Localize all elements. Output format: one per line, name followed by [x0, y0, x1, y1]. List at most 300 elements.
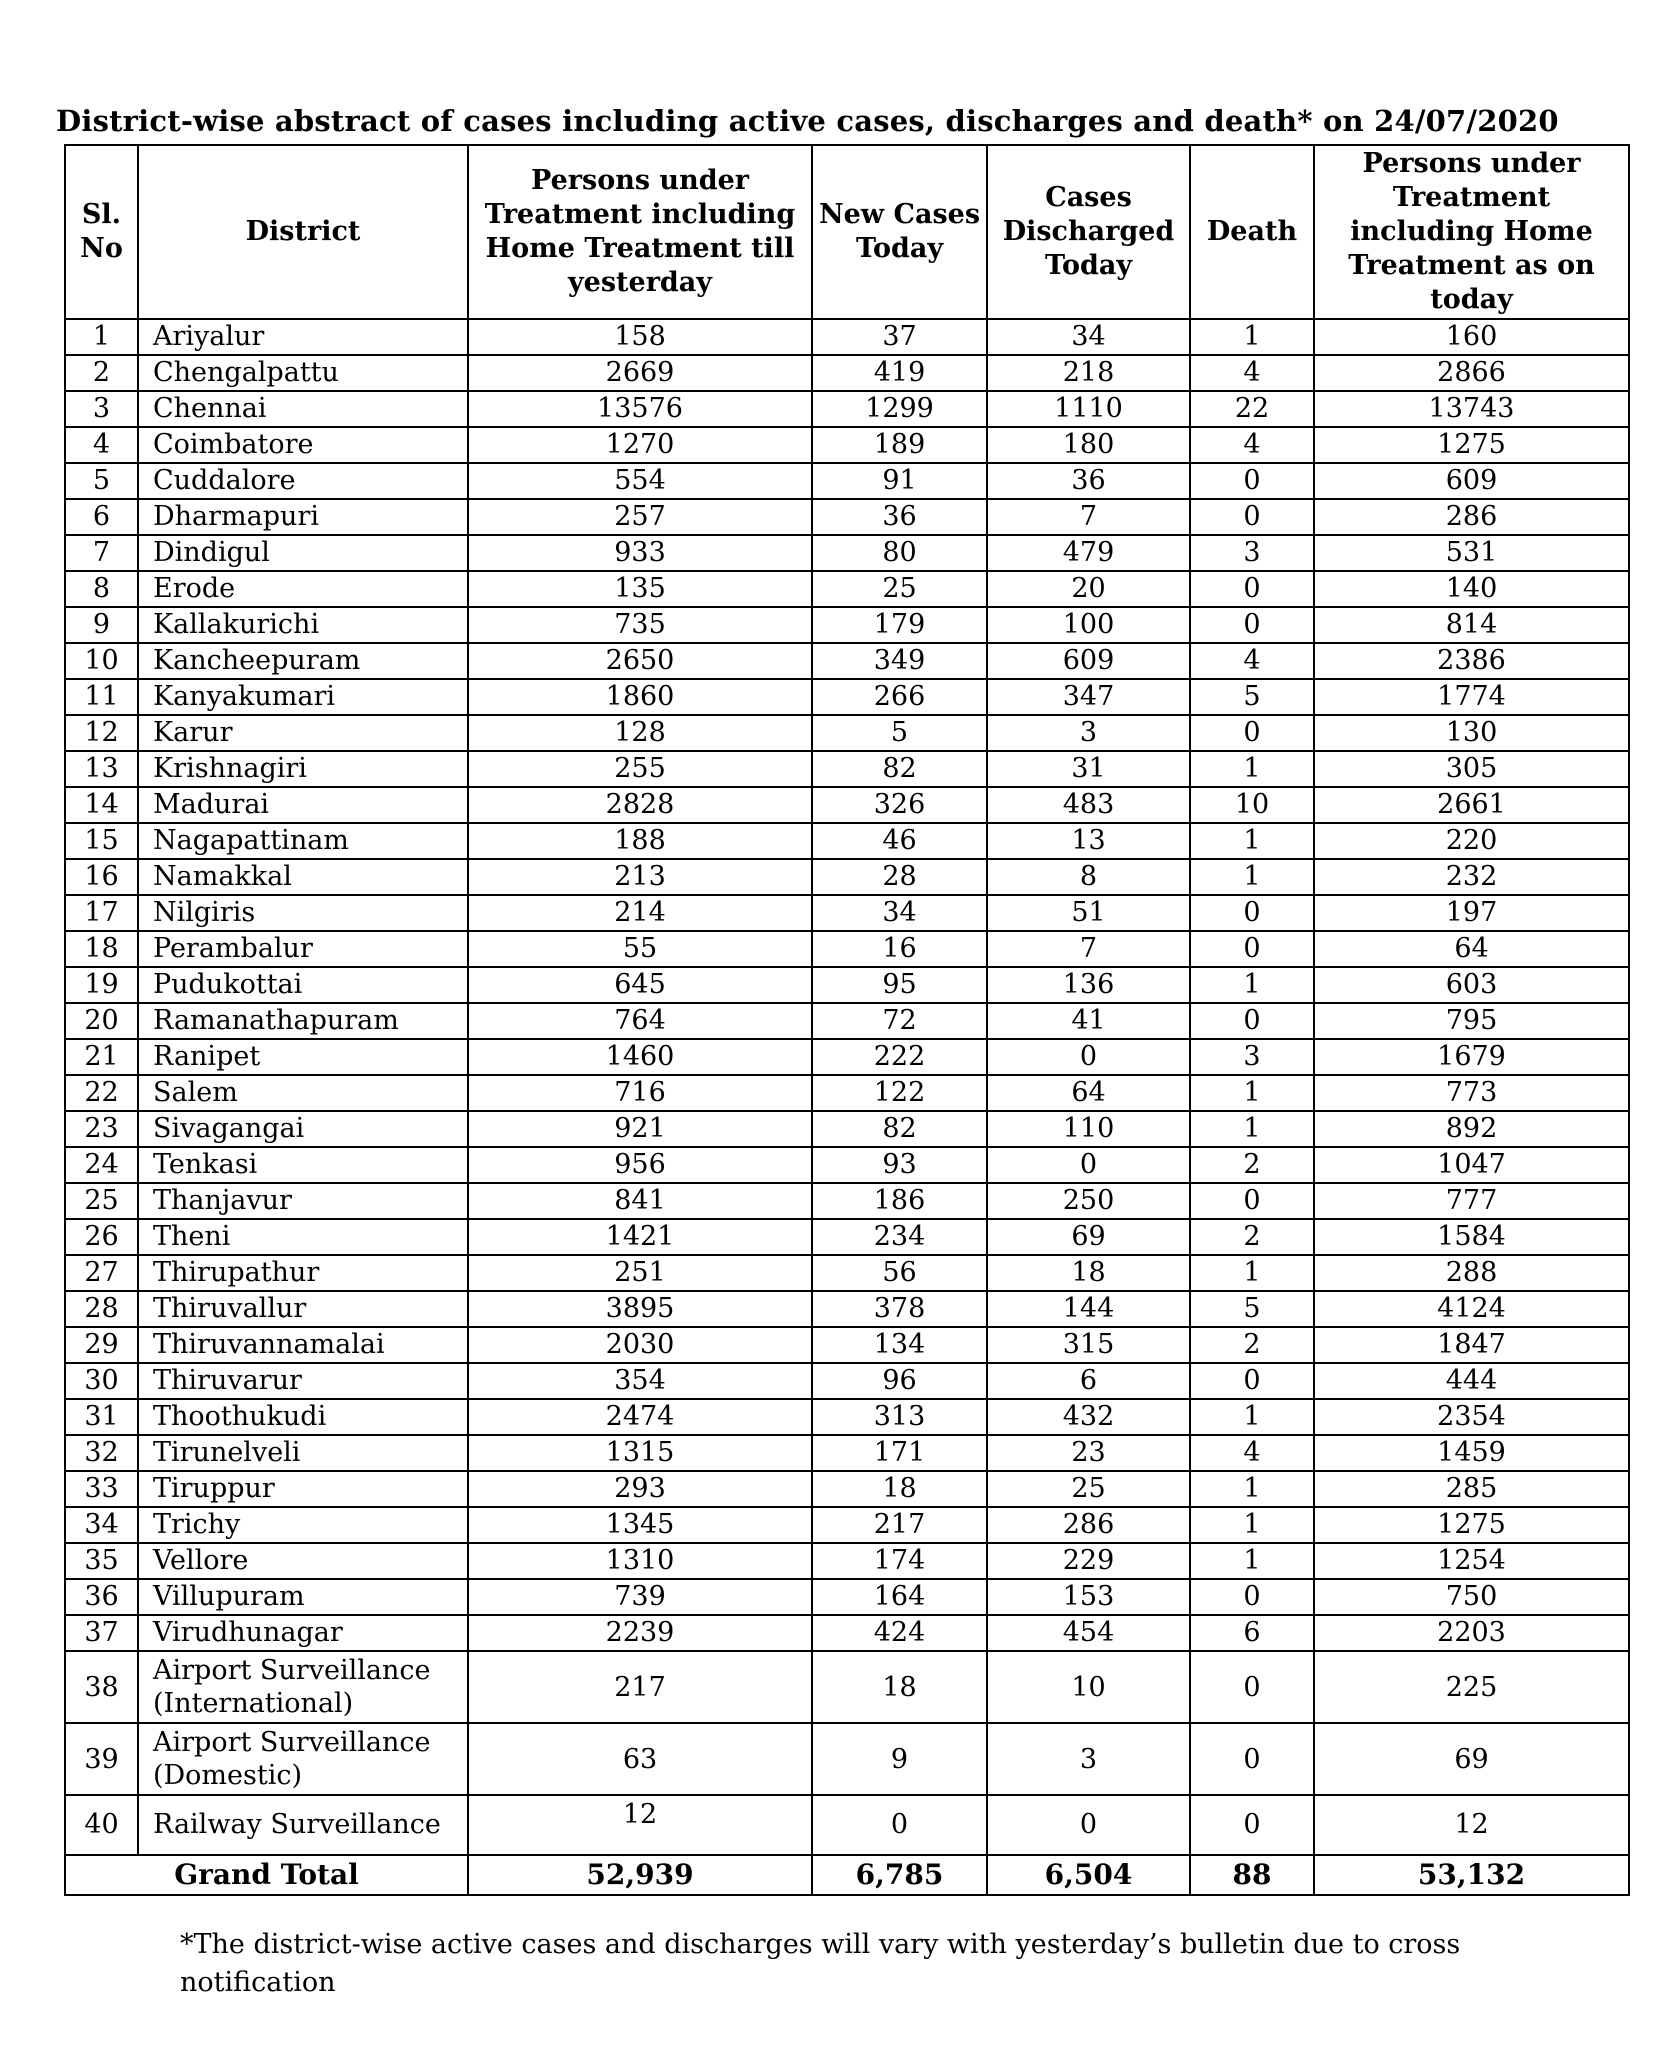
cell-under-treatment-yesterday: 1315: [468, 1435, 812, 1471]
cell-sl-no: 29: [65, 1327, 138, 1363]
cell-death: 1: [1190, 1507, 1314, 1543]
cell-new-cases: 82: [812, 751, 987, 787]
cell-under-treatment-today: 2203: [1314, 1615, 1629, 1651]
cell-district: Thirupathur: [138, 1255, 468, 1291]
cell-new-cases: 16: [812, 931, 987, 967]
cell-under-treatment-yesterday: 645: [468, 967, 812, 1003]
cell-under-treatment-today: 814: [1314, 607, 1629, 643]
cell-new-cases: 222: [812, 1039, 987, 1075]
cell-sl-no: 15: [65, 823, 138, 859]
cell-sl-no: 40: [65, 1795, 138, 1855]
cell-discharged: 3: [987, 1723, 1190, 1795]
cell-under-treatment-today: 285: [1314, 1471, 1629, 1507]
cell-under-treatment-yesterday: 2030: [468, 1327, 812, 1363]
cell-under-treatment-today: 2386: [1314, 643, 1629, 679]
cell-discharged: 34: [987, 319, 1190, 355]
cell-death: 0: [1190, 895, 1314, 931]
cell-under-treatment-yesterday: 255: [468, 751, 812, 787]
cell-under-treatment-yesterday: 3895: [468, 1291, 812, 1327]
table-row: [65, 1291, 1629, 1327]
cell-under-treatment-today: 197: [1314, 895, 1629, 931]
cell-sl-no: 26: [65, 1219, 138, 1255]
cell-new-cases: 134: [812, 1327, 987, 1363]
table-row: [65, 1435, 1629, 1471]
table-row: [65, 463, 1629, 499]
cell-death: 4: [1190, 355, 1314, 391]
cell-under-treatment-today: 64: [1314, 931, 1629, 967]
table-row: [65, 787, 1629, 823]
cell-sl-no: 19: [65, 967, 138, 1003]
table-row: [65, 1363, 1629, 1399]
cell-district: Erode: [138, 571, 468, 607]
cell-sl-no: 39: [65, 1723, 138, 1795]
cell-new-cases: 266: [812, 679, 987, 715]
cell-discharged: 479: [987, 535, 1190, 571]
cell-sl-no: 13: [65, 751, 138, 787]
cell-under-treatment-today: 1275: [1314, 1507, 1629, 1543]
cell-under-treatment-yesterday: 213: [468, 859, 812, 895]
cell-district: Villupuram: [138, 1579, 468, 1615]
table-row: [65, 355, 1629, 391]
cell-under-treatment-yesterday: 135: [468, 571, 812, 607]
grand-total-death: 88: [1190, 1855, 1314, 1895]
grand-total-new: 6,785: [812, 1855, 987, 1895]
cell-district: Karur: [138, 715, 468, 751]
cell-under-treatment-yesterday: 217: [468, 1651, 812, 1723]
cell-under-treatment-today: 140: [1314, 571, 1629, 607]
cell-new-cases: 18: [812, 1651, 987, 1723]
cell-sl-no: 28: [65, 1291, 138, 1327]
cell-under-treatment-yesterday: 1421: [468, 1219, 812, 1255]
cell-under-treatment-yesterday: 1345: [468, 1507, 812, 1543]
cell-district: Cuddalore: [138, 463, 468, 499]
table-row: [65, 643, 1629, 679]
cell-death: 22: [1190, 391, 1314, 427]
cell-district: Tenkasi: [138, 1147, 468, 1183]
table-row: [65, 823, 1629, 859]
cell-death: 6: [1190, 1615, 1314, 1651]
cell-new-cases: 93: [812, 1147, 987, 1183]
table-row: [65, 607, 1629, 643]
cell-sl-no: 22: [65, 1075, 138, 1111]
cell-district: Dindigul: [138, 535, 468, 571]
cell-district: Perambalur: [138, 931, 468, 967]
table-row: [65, 715, 1629, 751]
cell-discharged: 0: [987, 1147, 1190, 1183]
cell-discharged: 13: [987, 823, 1190, 859]
cell-discharged: 483: [987, 787, 1190, 823]
cell-sl-no: 24: [65, 1147, 138, 1183]
cell-under-treatment-today: 13743: [1314, 391, 1629, 427]
cell-district: Kallakurichi: [138, 607, 468, 643]
cell-sl-no: 31: [65, 1399, 138, 1435]
cell-new-cases: 82: [812, 1111, 987, 1147]
cell-district: Thiruvarur: [138, 1363, 468, 1399]
cell-sl-no: 38: [65, 1651, 138, 1723]
cell-district: Airport Surveillance (Domestic): [138, 1723, 468, 1795]
cell-under-treatment-today: 232: [1314, 859, 1629, 895]
cell-death: 1: [1190, 967, 1314, 1003]
cell-under-treatment-today: 603: [1314, 967, 1629, 1003]
cell-district: Thanjavur: [138, 1183, 468, 1219]
header-district: District: [138, 145, 468, 319]
cell-under-treatment-today: 1584: [1314, 1219, 1629, 1255]
cell-death: 0: [1190, 1651, 1314, 1723]
cell-district: Ramanathapuram: [138, 1003, 468, 1039]
grand-total-discharged: 6,504: [987, 1855, 1190, 1895]
table-row: [65, 1039, 1629, 1075]
cell-new-cases: 28: [812, 859, 987, 895]
cell-new-cases: 56: [812, 1255, 987, 1291]
cell-under-treatment-today: 220: [1314, 823, 1629, 859]
cell-district: Virudhunagar: [138, 1615, 468, 1651]
cell-discharged: 23: [987, 1435, 1190, 1471]
cell-district: Tiruppur: [138, 1471, 468, 1507]
cell-new-cases: 80: [812, 535, 987, 571]
cell-district: Chennai: [138, 391, 468, 427]
table-row: [65, 319, 1629, 355]
document-title: District-wise abstract of cases including active cases, discharges and death* on 24/07/2020: [56, 104, 1559, 138]
cell-sl-no: 30: [65, 1363, 138, 1399]
cell-discharged: 8: [987, 859, 1190, 895]
cell-discharged: 0: [987, 1795, 1190, 1855]
cell-new-cases: 186: [812, 1183, 987, 1219]
table-row: [65, 859, 1629, 895]
cell-sl-no: 33: [65, 1471, 138, 1507]
cell-discharged: 51: [987, 895, 1190, 931]
cell-discharged: 64: [987, 1075, 1190, 1111]
cell-under-treatment-yesterday: 2828: [468, 787, 812, 823]
cell-under-treatment-yesterday: 293: [468, 1471, 812, 1507]
cell-death: 1: [1190, 1255, 1314, 1291]
cell-discharged: 110: [987, 1111, 1190, 1147]
cell-under-treatment-yesterday: 921: [468, 1111, 812, 1147]
cell-sl-no: 1: [65, 319, 138, 355]
footnote: *The district-wise active cases and discharges will vary with yesterday’s bulletin due to cross notification: [180, 1929, 1461, 1998]
cell-death: 2: [1190, 1147, 1314, 1183]
grand-total-today: 53,132: [1314, 1855, 1629, 1895]
cell-district: Vellore: [138, 1543, 468, 1579]
cell-sl-no: 5: [65, 463, 138, 499]
cell-under-treatment-yesterday: 214: [468, 895, 812, 931]
cell-death: 0: [1190, 1579, 1314, 1615]
cell-discharged: 609: [987, 643, 1190, 679]
cell-sl-no: 8: [65, 571, 138, 607]
cell-discharged: 7: [987, 931, 1190, 967]
cell-under-treatment-yesterday: 2474: [468, 1399, 812, 1435]
cell-district: Nilgiris: [138, 895, 468, 931]
cell-discharged: 432: [987, 1399, 1190, 1435]
table-row: [65, 1543, 1629, 1579]
cell-under-treatment-today: 288: [1314, 1255, 1629, 1291]
table-row: [65, 1183, 1629, 1219]
cell-district: Pudukottai: [138, 967, 468, 1003]
cell-under-treatment-yesterday: 554: [468, 463, 812, 499]
cell-sl-no: 12: [65, 715, 138, 751]
cell-district: Coimbatore: [138, 427, 468, 463]
cell-district: Kanyakumari: [138, 679, 468, 715]
cell-district: Thoothukudi: [138, 1399, 468, 1435]
cell-under-treatment-yesterday: 735: [468, 607, 812, 643]
cell-under-treatment-today: 609: [1314, 463, 1629, 499]
cell-new-cases: 234: [812, 1219, 987, 1255]
cell-under-treatment-yesterday: 158: [468, 319, 812, 355]
cell-death: 1: [1190, 1111, 1314, 1147]
table-row: [65, 1111, 1629, 1147]
cell-death: 2: [1190, 1327, 1314, 1363]
cell-new-cases: 179: [812, 607, 987, 643]
cell-death: 1: [1190, 823, 1314, 859]
cell-under-treatment-yesterday: 55: [468, 931, 812, 967]
cell-under-treatment-today: 1275: [1314, 427, 1629, 463]
cell-death: 4: [1190, 643, 1314, 679]
cell-under-treatment-today: 12: [1314, 1795, 1629, 1855]
table-row: [65, 571, 1629, 607]
cell-new-cases: 46: [812, 823, 987, 859]
header-death: Death: [1190, 145, 1314, 319]
cell-death: 0: [1190, 463, 1314, 499]
cell-under-treatment-yesterday: 251: [468, 1255, 812, 1291]
cell-death: 1: [1190, 859, 1314, 895]
cell-discharged: 25: [987, 1471, 1190, 1507]
table-row: [65, 1219, 1629, 1255]
cell-new-cases: 349: [812, 643, 987, 679]
cell-under-treatment-today: 2661: [1314, 787, 1629, 823]
cell-death: 2: [1190, 1219, 1314, 1255]
cell-discharged: 18: [987, 1255, 1190, 1291]
cell-under-treatment-yesterday: 13576: [468, 391, 812, 427]
cell-death: 0: [1190, 571, 1314, 607]
cell-under-treatment-yesterday: 764: [468, 1003, 812, 1039]
cell-under-treatment-yesterday: 2650: [468, 643, 812, 679]
cell-death: 5: [1190, 1291, 1314, 1327]
cell-sl-no: 34: [65, 1507, 138, 1543]
cell-under-treatment-today: 305: [1314, 751, 1629, 787]
cell-death: 1: [1190, 1075, 1314, 1111]
cell-death: 0: [1190, 499, 1314, 535]
cell-under-treatment-yesterday: 933: [468, 535, 812, 571]
cell-discharged: 20: [987, 571, 1190, 607]
cell-under-treatment-yesterday: 354: [468, 1363, 812, 1399]
cell-sl-no: 23: [65, 1111, 138, 1147]
cell-under-treatment-yesterday: 63: [468, 1723, 812, 1795]
cell-under-treatment-today: 531: [1314, 535, 1629, 571]
cell-discharged: 454: [987, 1615, 1190, 1651]
table-row: [65, 1327, 1629, 1363]
cell-under-treatment-today: 777: [1314, 1183, 1629, 1219]
header-under-treatment-yesterday: Persons under Treatment including Home Treatment till yesterday: [468, 145, 812, 319]
cell-new-cases: 122: [812, 1075, 987, 1111]
cell-new-cases: 95: [812, 967, 987, 1003]
cell-discharged: 136: [987, 967, 1190, 1003]
cell-under-treatment-today: 444: [1314, 1363, 1629, 1399]
cell-new-cases: 0: [812, 1795, 987, 1855]
cell-discharged: 180: [987, 427, 1190, 463]
table-row: [65, 1003, 1629, 1039]
cell-new-cases: 9: [812, 1723, 987, 1795]
cell-new-cases: 96: [812, 1363, 987, 1399]
cell-under-treatment-today: 1847: [1314, 1327, 1629, 1363]
cell-sl-no: 7: [65, 535, 138, 571]
cell-district: Tirunelveli: [138, 1435, 468, 1471]
cell-death: 1: [1190, 1471, 1314, 1507]
table-row: [65, 751, 1629, 787]
table-row: [65, 535, 1629, 571]
cell-sl-no: 18: [65, 931, 138, 967]
cell-under-treatment-today: 1459: [1314, 1435, 1629, 1471]
cell-death: 0: [1190, 715, 1314, 751]
cell-sl-no: 14: [65, 787, 138, 823]
table-row: [65, 931, 1629, 967]
cell-death: 4: [1190, 1435, 1314, 1471]
cell-discharged: 31: [987, 751, 1190, 787]
cell-district: Namakkal: [138, 859, 468, 895]
header-under-treatment-today: Persons under Treatment including Home Treatment as on today: [1314, 145, 1629, 319]
cell-death: 5: [1190, 679, 1314, 715]
cell-discharged: 347: [987, 679, 1190, 715]
header-sl-no: Sl. No: [65, 145, 138, 319]
cell-death: 1: [1190, 1399, 1314, 1435]
cell-district: Ranipet: [138, 1039, 468, 1075]
cell-district: Ariyalur: [138, 319, 468, 355]
cell-under-treatment-yesterday: 12: [468, 1795, 812, 1855]
cell-under-treatment-today: 2866: [1314, 355, 1629, 391]
cell-district: Thiruvannamalai: [138, 1327, 468, 1363]
cell-sl-no: 35: [65, 1543, 138, 1579]
cell-district: Nagapattinam: [138, 823, 468, 859]
cell-new-cases: 313: [812, 1399, 987, 1435]
cell-death: 1: [1190, 319, 1314, 355]
cell-sl-no: 6: [65, 499, 138, 535]
cell-death: 0: [1190, 931, 1314, 967]
cell-under-treatment-today: 160: [1314, 319, 1629, 355]
cell-discharged: 6: [987, 1363, 1190, 1399]
cell-under-treatment-yesterday: 956: [468, 1147, 812, 1183]
cell-new-cases: 326: [812, 787, 987, 823]
table-row: [65, 1795, 1629, 1855]
district-abstract-table: [64, 144, 1630, 1896]
table-row: [65, 1471, 1629, 1507]
cell-district: Salem: [138, 1075, 468, 1111]
cell-sl-no: 11: [65, 679, 138, 715]
table-body: [65, 319, 1629, 1855]
cell-death: 4: [1190, 427, 1314, 463]
header-discharged: Cases Discharged Today: [987, 145, 1190, 319]
cell-district: Chengalpattu: [138, 355, 468, 391]
table-row: [65, 1615, 1629, 1651]
table-row: [65, 1075, 1629, 1111]
header-new-cases: New Cases Today: [812, 145, 987, 319]
cell-new-cases: 171: [812, 1435, 987, 1471]
table-row: [65, 1507, 1629, 1543]
cell-death: 1: [1190, 751, 1314, 787]
cell-district: Airport Surveillance (International): [138, 1651, 468, 1723]
cell-under-treatment-yesterday: 188: [468, 823, 812, 859]
cell-death: 1: [1190, 1543, 1314, 1579]
cell-sl-no: 32: [65, 1435, 138, 1471]
cell-under-treatment-yesterday: 257: [468, 499, 812, 535]
cell-under-treatment-yesterday: 1310: [468, 1543, 812, 1579]
cell-sl-no: 3: [65, 391, 138, 427]
cell-under-treatment-today: 750: [1314, 1579, 1629, 1615]
cell-new-cases: 18: [812, 1471, 987, 1507]
cell-under-treatment-yesterday: 739: [468, 1579, 812, 1615]
table-header: [65, 145, 1629, 319]
cell-death: 0: [1190, 1183, 1314, 1219]
cell-district: Sivagangai: [138, 1111, 468, 1147]
cell-under-treatment-today: 1047: [1314, 1147, 1629, 1183]
cell-new-cases: 91: [812, 463, 987, 499]
table-row: [65, 427, 1629, 463]
cell-discharged: 69: [987, 1219, 1190, 1255]
cell-under-treatment-today: 795: [1314, 1003, 1629, 1039]
cell-death: 3: [1190, 1039, 1314, 1075]
table-row: [65, 967, 1629, 1003]
grand-total-label: Grand Total: [65, 1855, 468, 1895]
cell-death: 0: [1190, 1003, 1314, 1039]
cell-discharged: 7: [987, 499, 1190, 535]
table-row: [65, 1399, 1629, 1435]
cell-under-treatment-today: 1774: [1314, 679, 1629, 715]
cell-discharged: 3: [987, 715, 1190, 751]
cell-death: 0: [1190, 1723, 1314, 1795]
cell-under-treatment-today: 1254: [1314, 1543, 1629, 1579]
grand-total-row: [65, 1855, 1629, 1895]
cell-sl-no: 21: [65, 1039, 138, 1075]
cell-new-cases: 419: [812, 355, 987, 391]
cell-discharged: 315: [987, 1327, 1190, 1363]
cell-new-cases: 5: [812, 715, 987, 751]
cell-sl-no: 17: [65, 895, 138, 931]
cell-new-cases: 36: [812, 499, 987, 535]
cell-death: 10: [1190, 787, 1314, 823]
cell-district: Thiruvallur: [138, 1291, 468, 1327]
cell-discharged: 36: [987, 463, 1190, 499]
table-row: [65, 895, 1629, 931]
cell-sl-no: 16: [65, 859, 138, 895]
cell-under-treatment-yesterday: 841: [468, 1183, 812, 1219]
cell-under-treatment-today: 225: [1314, 1651, 1629, 1723]
cell-district: Dharmapuri: [138, 499, 468, 535]
cell-discharged: 229: [987, 1543, 1190, 1579]
cell-under-treatment-today: 130: [1314, 715, 1629, 751]
cell-new-cases: 34: [812, 895, 987, 931]
cell-sl-no: 20: [65, 1003, 138, 1039]
table-row: [65, 1723, 1629, 1795]
table-footer: [65, 1855, 1629, 1895]
cell-sl-no: 27: [65, 1255, 138, 1291]
cell-discharged: 286: [987, 1507, 1190, 1543]
cell-district: Madurai: [138, 787, 468, 823]
cell-under-treatment-today: 4124: [1314, 1291, 1629, 1327]
cell-discharged: 100: [987, 607, 1190, 643]
cell-discharged: 41: [987, 1003, 1190, 1039]
cell-discharged: 0: [987, 1039, 1190, 1075]
cell-discharged: 1110: [987, 391, 1190, 427]
cell-new-cases: 72: [812, 1003, 987, 1039]
cell-discharged: 218: [987, 355, 1190, 391]
cell-new-cases: 37: [812, 319, 987, 355]
cell-under-treatment-yesterday: 1270: [468, 427, 812, 463]
cell-sl-no: 36: [65, 1579, 138, 1615]
cell-district: Railway Surveillance: [138, 1795, 468, 1855]
cell-sl-no: 2: [65, 355, 138, 391]
cell-new-cases: 164: [812, 1579, 987, 1615]
cell-under-treatment-yesterday: 128: [468, 715, 812, 751]
cell-new-cases: 424: [812, 1615, 987, 1651]
cell-sl-no: 4: [65, 427, 138, 463]
cell-under-treatment-today: 69: [1314, 1723, 1629, 1795]
